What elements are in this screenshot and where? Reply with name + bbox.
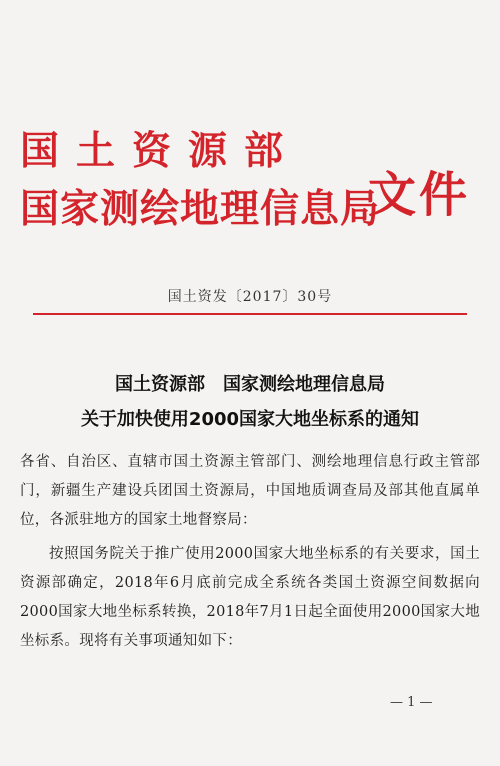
addressee-paragraph: 各省、自治区、直辖市国土资源主管部门、测绘地理信息行政主管部门，新疆生产建设兵团国土资源局，中国地质调查局及部其他直属单位，各派驻地方的国家土地督察局： (20, 454, 480, 528)
issuer-block (20, 128, 380, 232)
issuer-ministry-of-land: 国土资源部 (20, 128, 301, 174)
body-paragraph: 按照国务院关于推广使用2000国家大地坐标系的有关要求，国土资源部确定，2018年6月底前完成全系统各类国土资源空间数据向2000国家大地坐标系转换，2018年7月1日起全面使用2000国家大地坐标系。现将有关事项通知如下： (20, 546, 480, 649)
page-number: — 1 — (390, 695, 433, 710)
title-line-2: 关于加快使用2000国家大地坐标系的通知 (80, 409, 420, 430)
doc-type-label: 文件 (368, 167, 471, 223)
issuer-surveying-bureau: 国家测绘地理信息局 (20, 186, 381, 232)
document-number: 国土资发〔2017〕30号 (167, 289, 333, 305)
red-separator-line (33, 313, 467, 315)
title-line-1: 国土资源部 国家测绘地理信息局 (115, 374, 385, 395)
